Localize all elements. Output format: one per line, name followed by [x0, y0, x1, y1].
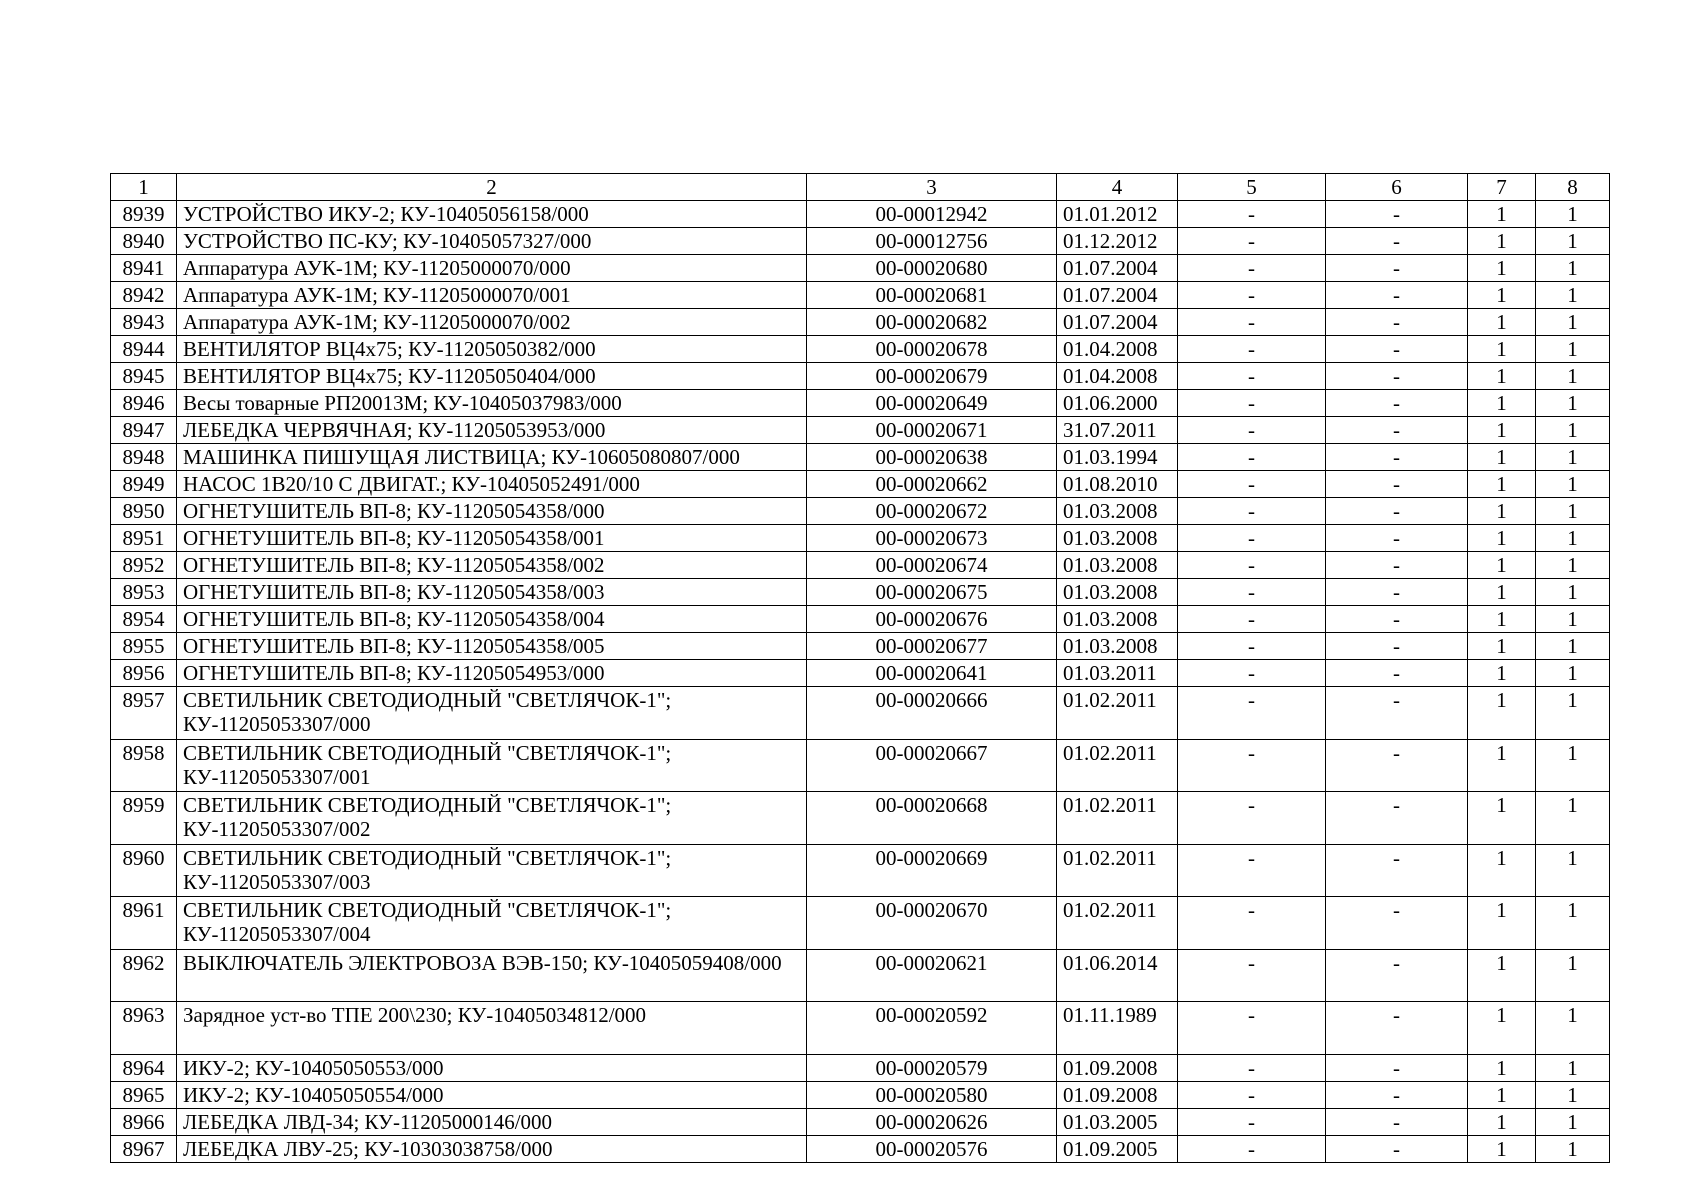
column-5-cell: - — [1178, 1002, 1326, 1055]
column-5-cell: - — [1178, 633, 1326, 660]
column-7-cell: 1 — [1468, 897, 1536, 950]
item-name-cell: ИКУ-2; КУ-10405050553/000 — [177, 1054, 807, 1081]
column-8-cell: 1 — [1536, 498, 1610, 525]
column-7-cell: 1 — [1468, 282, 1536, 309]
column-5-cell: - — [1178, 897, 1326, 950]
date-cell: 01.06.2000 — [1057, 390, 1178, 417]
column-8-cell: 1 — [1536, 1108, 1610, 1135]
column-8-cell: 1 — [1536, 606, 1610, 633]
column-8-cell: 1 — [1536, 1081, 1610, 1108]
table-body — [111, 201, 1610, 1163]
row-number-cell: 8965 — [111, 1081, 177, 1108]
column-6-cell: - — [1326, 363, 1468, 390]
item-name-cell: Весы товарные РП20013М; КУ-10405037983/000 — [177, 390, 807, 417]
column-header-5: 5 — [1178, 174, 1326, 201]
item-name-cell: Аппаратура АУК-1М; КУ-11205000070/002 — [177, 309, 807, 336]
column-5-cell: - — [1178, 282, 1326, 309]
inventory-code-cell: 00-00020576 — [807, 1135, 1057, 1162]
date-cell: 01.02.2011 — [1057, 897, 1178, 950]
column-5-cell: - — [1178, 255, 1326, 282]
column-7-cell: 1 — [1468, 498, 1536, 525]
row-number-cell: 8960 — [111, 844, 177, 897]
column-6-cell: - — [1326, 552, 1468, 579]
item-name-cell: ВЕНТИЛЯТОР ВЦ4х75; КУ-11205050404/000 — [177, 363, 807, 390]
item-name-cell: ОГНЕТУШИТЕЛЬ ВП-8; КУ-11205054358/002 — [177, 552, 807, 579]
column-6-cell: - — [1326, 792, 1468, 845]
inventory-code-cell: 00-00020680 — [807, 255, 1057, 282]
date-cell: 01.04.2008 — [1057, 363, 1178, 390]
item-name-cell: УСТРОЙСТВО ПС-КУ; КУ-10405057327/000 — [177, 228, 807, 255]
column-5-cell: - — [1178, 792, 1326, 845]
column-8-cell: 1 — [1536, 417, 1610, 444]
row-number-cell: 8951 — [111, 525, 177, 552]
item-name-cell: СВЕТИЛЬНИК СВЕТОДИОДНЫЙ "СВЕТЛЯЧОК-1"; КУ-11205053307/004 — [177, 897, 807, 950]
table-row — [111, 792, 1610, 845]
item-name-cell: ОГНЕТУШИТЕЛЬ ВП-8; КУ-11205054358/004 — [177, 606, 807, 633]
table-row — [111, 844, 1610, 897]
table-header-row — [111, 174, 1610, 201]
column-6-cell: - — [1326, 228, 1468, 255]
row-number-cell: 8956 — [111, 660, 177, 687]
column-8-cell: 1 — [1536, 390, 1610, 417]
table-row — [111, 606, 1610, 633]
date-cell: 01.02.2011 — [1057, 844, 1178, 897]
row-number-cell: 8962 — [111, 949, 177, 1002]
item-name-cell: ОГНЕТУШИТЕЛЬ ВП-8; КУ-11205054358/000 — [177, 498, 807, 525]
column-header-6: 6 — [1326, 174, 1468, 201]
column-5-cell: - — [1178, 444, 1326, 471]
column-5-cell: - — [1178, 1081, 1326, 1108]
table-row — [111, 444, 1610, 471]
column-8-cell: 1 — [1536, 633, 1610, 660]
date-cell: 01.06.2014 — [1057, 949, 1178, 1002]
column-6-cell: - — [1326, 282, 1468, 309]
item-name-cell: ОГНЕТУШИТЕЛЬ ВП-8; КУ-11205054358/001 — [177, 525, 807, 552]
column-8-cell: 1 — [1536, 282, 1610, 309]
column-7-cell: 1 — [1468, 1108, 1536, 1135]
column-7-cell: 1 — [1468, 390, 1536, 417]
inventory-code-cell: 00-00020674 — [807, 552, 1057, 579]
date-cell: 01.03.2008 — [1057, 633, 1178, 660]
date-cell: 01.02.2011 — [1057, 792, 1178, 845]
inventory-code-cell: 00-00012756 — [807, 228, 1057, 255]
table-row — [111, 949, 1610, 1002]
row-number-cell: 8946 — [111, 390, 177, 417]
inventory-code-cell: 00-00020671 — [807, 417, 1057, 444]
date-cell: 01.09.2008 — [1057, 1054, 1178, 1081]
column-6-cell: - — [1326, 255, 1468, 282]
column-6-cell: - — [1326, 417, 1468, 444]
item-name-cell: ВЫКЛЮЧАТЕЛЬ ЭЛЕКТРОВОЗА ВЭВ-150; КУ-10405059408/000 — [177, 949, 807, 1002]
row-number-cell: 8947 — [111, 417, 177, 444]
column-6-cell: - — [1326, 309, 1468, 336]
item-name-cell: ЛЕБЕДКА ЛВУ-25; КУ-10303038758/000 — [177, 1135, 807, 1162]
column-6-cell: - — [1326, 739, 1468, 792]
column-7-cell: 1 — [1468, 579, 1536, 606]
column-5-cell: - — [1178, 949, 1326, 1002]
column-7-cell: 1 — [1468, 336, 1536, 363]
item-name-cell: СВЕТИЛЬНИК СВЕТОДИОДНЫЙ "СВЕТЛЯЧОК-1"; КУ-11205053307/000 — [177, 687, 807, 740]
inventory-code-cell: 00-00020621 — [807, 949, 1057, 1002]
column-7-cell: 1 — [1468, 525, 1536, 552]
column-8-cell: 1 — [1536, 687, 1610, 740]
row-number-cell: 8967 — [111, 1135, 177, 1162]
table-row — [111, 282, 1610, 309]
column-5-cell: - — [1178, 1054, 1326, 1081]
column-6-cell: - — [1326, 606, 1468, 633]
table-row — [111, 471, 1610, 498]
inventory-code-cell: 00-00020679 — [807, 363, 1057, 390]
column-8-cell: 1 — [1536, 1135, 1610, 1162]
column-7-cell: 1 — [1468, 1135, 1536, 1162]
column-header-1: 1 — [111, 174, 177, 201]
column-header-2: 2 — [177, 174, 807, 201]
inventory-code-cell: 00-00020580 — [807, 1081, 1057, 1108]
inventory-code-cell: 00-00020592 — [807, 1002, 1057, 1055]
date-cell: 01.03.2008 — [1057, 525, 1178, 552]
column-6-cell: - — [1326, 525, 1468, 552]
column-6-cell: - — [1326, 471, 1468, 498]
inventory-code-cell: 00-00020667 — [807, 739, 1057, 792]
item-name-cell: ОГНЕТУШИТЕЛЬ ВП-8; КУ-11205054358/003 — [177, 579, 807, 606]
column-8-cell: 1 — [1536, 579, 1610, 606]
inventory-code-cell: 00-00020638 — [807, 444, 1057, 471]
column-7-cell: 1 — [1468, 228, 1536, 255]
inventory-code-cell: 00-00020682 — [807, 309, 1057, 336]
date-cell: 01.08.2010 — [1057, 471, 1178, 498]
column-5-cell: - — [1178, 739, 1326, 792]
row-number-cell: 8941 — [111, 255, 177, 282]
item-name-cell: ЛЕБЕДКА ЛВД-34; КУ-11205000146/000 — [177, 1108, 807, 1135]
column-5-cell: - — [1178, 471, 1326, 498]
column-6-cell: - — [1326, 444, 1468, 471]
column-8-cell: 1 — [1536, 660, 1610, 687]
column-7-cell: 1 — [1468, 1054, 1536, 1081]
column-6-cell: - — [1326, 1081, 1468, 1108]
column-5-cell: - — [1178, 844, 1326, 897]
column-5-cell: - — [1178, 525, 1326, 552]
item-name-cell: Зарядное уст-во ТПЕ 200\230; КУ-10405034812/000 — [177, 1002, 807, 1055]
column-7-cell: 1 — [1468, 201, 1536, 228]
inventory-code-cell: 00-00020649 — [807, 390, 1057, 417]
date-cell: 01.03.2011 — [1057, 660, 1178, 687]
row-number-cell: 8950 — [111, 498, 177, 525]
table-row — [111, 1054, 1610, 1081]
column-7-cell: 1 — [1468, 417, 1536, 444]
date-cell: 01.07.2004 — [1057, 309, 1178, 336]
column-5-cell: - — [1178, 579, 1326, 606]
column-8-cell: 1 — [1536, 444, 1610, 471]
column-5-cell: - — [1178, 1108, 1326, 1135]
table-row — [111, 336, 1610, 363]
column-5-cell: - — [1178, 687, 1326, 740]
row-number-cell: 8944 — [111, 336, 177, 363]
inventory-code-cell: 00-00020678 — [807, 336, 1057, 363]
column-7-cell: 1 — [1468, 633, 1536, 660]
column-8-cell: 1 — [1536, 525, 1610, 552]
table-row — [111, 363, 1610, 390]
date-cell: 01.03.2008 — [1057, 498, 1178, 525]
column-5-cell: - — [1178, 336, 1326, 363]
date-cell: 01.03.2005 — [1057, 1108, 1178, 1135]
table-row — [111, 739, 1610, 792]
column-header-3: 3 — [807, 174, 1057, 201]
column-7-cell: 1 — [1468, 687, 1536, 740]
date-cell: 01.03.2008 — [1057, 579, 1178, 606]
column-8-cell: 1 — [1536, 309, 1610, 336]
date-cell: 01.03.2008 — [1057, 606, 1178, 633]
column-6-cell: - — [1326, 201, 1468, 228]
column-5-cell: - — [1178, 390, 1326, 417]
column-5-cell: - — [1178, 606, 1326, 633]
column-5-cell: - — [1178, 1135, 1326, 1162]
column-5-cell: - — [1178, 552, 1326, 579]
item-name-cell: ЛЕБЕДКА ЧЕРВЯЧНАЯ; КУ-11205053953/000 — [177, 417, 807, 444]
table-row — [111, 1081, 1610, 1108]
column-8-cell: 1 — [1536, 844, 1610, 897]
column-6-cell: - — [1326, 1054, 1468, 1081]
item-name-cell: МАШИНКА ПИШУЩАЯ ЛИСТВИЦА; КУ-10605080807/000 — [177, 444, 807, 471]
row-number-cell: 8964 — [111, 1054, 177, 1081]
column-6-cell: - — [1326, 1002, 1468, 1055]
column-header-4: 4 — [1057, 174, 1178, 201]
column-8-cell: 1 — [1536, 1002, 1610, 1055]
column-8-cell: 1 — [1536, 363, 1610, 390]
item-name-cell: НАСОС 1В20/10 С ДВИГАТ.; КУ-10405052491/000 — [177, 471, 807, 498]
item-name-cell: ВЕНТИЛЯТОР ВЦ4х75; КУ-11205050382/000 — [177, 336, 807, 363]
table-row — [111, 255, 1610, 282]
inventory-code-cell: 00-00020677 — [807, 633, 1057, 660]
inventory-code-cell: 00-00020670 — [807, 897, 1057, 950]
row-number-cell: 8955 — [111, 633, 177, 660]
column-8-cell: 1 — [1536, 552, 1610, 579]
table-row — [111, 579, 1610, 606]
column-6-cell: - — [1326, 660, 1468, 687]
column-6-cell: - — [1326, 687, 1468, 740]
inventory-code-cell: 00-00020672 — [807, 498, 1057, 525]
column-8-cell: 1 — [1536, 792, 1610, 845]
row-number-cell: 8953 — [111, 579, 177, 606]
inventory-code-cell: 00-00020641 — [807, 660, 1057, 687]
table-row — [111, 660, 1610, 687]
item-name-cell: СВЕТИЛЬНИК СВЕТОДИОДНЫЙ "СВЕТЛЯЧОК-1"; КУ-11205053307/003 — [177, 844, 807, 897]
column-6-cell: - — [1326, 498, 1468, 525]
row-number-cell: 8959 — [111, 792, 177, 845]
column-7-cell: 1 — [1468, 949, 1536, 1002]
date-cell: 01.04.2008 — [1057, 336, 1178, 363]
row-number-cell: 8949 — [111, 471, 177, 498]
date-cell: 01.09.2008 — [1057, 1081, 1178, 1108]
table-row — [111, 390, 1610, 417]
column-6-cell: - — [1326, 1108, 1468, 1135]
column-6-cell: - — [1326, 897, 1468, 950]
column-8-cell: 1 — [1536, 255, 1610, 282]
column-7-cell: 1 — [1468, 660, 1536, 687]
date-cell: 01.03.1994 — [1057, 444, 1178, 471]
item-name-cell: ОГНЕТУШИТЕЛЬ ВП-8; КУ-11205054358/005 — [177, 633, 807, 660]
inventory-code-cell: 00-00020666 — [807, 687, 1057, 740]
column-7-cell: 1 — [1468, 844, 1536, 897]
row-number-cell: 8952 — [111, 552, 177, 579]
inventory-code-cell: 00-00020626 — [807, 1108, 1057, 1135]
row-number-cell: 8958 — [111, 739, 177, 792]
table-row — [111, 525, 1610, 552]
table-row — [111, 309, 1610, 336]
item-name-cell: ИКУ-2; КУ-10405050554/000 — [177, 1081, 807, 1108]
date-cell: 01.07.2004 — [1057, 255, 1178, 282]
column-5-cell: - — [1178, 228, 1326, 255]
column-7-cell: 1 — [1468, 552, 1536, 579]
row-number-cell: 8963 — [111, 1002, 177, 1055]
column-8-cell: 1 — [1536, 739, 1610, 792]
row-number-cell: 8943 — [111, 309, 177, 336]
column-7-cell: 1 — [1468, 792, 1536, 845]
date-cell: 01.11.1989 — [1057, 1002, 1178, 1055]
column-6-cell: - — [1326, 579, 1468, 606]
date-cell: 01.02.2011 — [1057, 739, 1178, 792]
column-5-cell: - — [1178, 498, 1326, 525]
table-row — [111, 633, 1610, 660]
column-header-7: 7 — [1468, 174, 1536, 201]
column-8-cell: 1 — [1536, 471, 1610, 498]
column-5-cell: - — [1178, 660, 1326, 687]
column-5-cell: - — [1178, 363, 1326, 390]
column-7-cell: 1 — [1468, 1002, 1536, 1055]
table-row — [111, 201, 1610, 228]
column-8-cell: 1 — [1536, 897, 1610, 950]
asset-registry-table — [110, 173, 1610, 1163]
inventory-code-cell: 00-00020668 — [807, 792, 1057, 845]
date-cell: 01.12.2012 — [1057, 228, 1178, 255]
row-number-cell: 8954 — [111, 606, 177, 633]
inventory-code-cell: 00-00020673 — [807, 525, 1057, 552]
column-7-cell: 1 — [1468, 309, 1536, 336]
item-name-cell: Аппаратура АУК-1М; КУ-11205000070/000 — [177, 255, 807, 282]
column-7-cell: 1 — [1468, 255, 1536, 282]
table-row — [111, 552, 1610, 579]
row-number-cell: 8957 — [111, 687, 177, 740]
table-row — [111, 498, 1610, 525]
inventory-code-cell: 00-00020675 — [807, 579, 1057, 606]
row-number-cell: 8942 — [111, 282, 177, 309]
inventory-code-cell: 00-00020662 — [807, 471, 1057, 498]
column-7-cell: 1 — [1468, 739, 1536, 792]
row-number-cell: 8961 — [111, 897, 177, 950]
date-cell: 01.07.2004 — [1057, 282, 1178, 309]
item-name-cell: СВЕТИЛЬНИК СВЕТОДИОДНЫЙ "СВЕТЛЯЧОК-1"; КУ-11205053307/002 — [177, 792, 807, 845]
inventory-code-cell: 00-00020579 — [807, 1054, 1057, 1081]
row-number-cell: 8966 — [111, 1108, 177, 1135]
table-row — [111, 897, 1610, 950]
row-number-cell: 8945 — [111, 363, 177, 390]
table-row — [111, 1002, 1610, 1055]
table-row — [111, 417, 1610, 444]
column-7-cell: 1 — [1468, 606, 1536, 633]
column-8-cell: 1 — [1536, 949, 1610, 1002]
row-number-cell: 8948 — [111, 444, 177, 471]
table-row — [111, 228, 1610, 255]
column-6-cell: - — [1326, 633, 1468, 660]
date-cell: 01.09.2005 — [1057, 1135, 1178, 1162]
inventory-code-cell: 00-00020676 — [807, 606, 1057, 633]
column-5-cell: - — [1178, 201, 1326, 228]
column-6-cell: - — [1326, 949, 1468, 1002]
column-6-cell: - — [1326, 1135, 1468, 1162]
inventory-code-cell: 00-00020681 — [807, 282, 1057, 309]
table-row — [111, 687, 1610, 740]
column-7-cell: 1 — [1468, 444, 1536, 471]
row-number-cell: 8940 — [111, 228, 177, 255]
date-cell: 01.01.2012 — [1057, 201, 1178, 228]
column-7-cell: 1 — [1468, 471, 1536, 498]
column-8-cell: 1 — [1536, 228, 1610, 255]
table-row — [111, 1135, 1610, 1162]
column-header-8: 8 — [1536, 174, 1610, 201]
table-row — [111, 1108, 1610, 1135]
date-cell: 01.03.2008 — [1057, 552, 1178, 579]
column-6-cell: - — [1326, 844, 1468, 897]
column-5-cell: - — [1178, 417, 1326, 444]
item-name-cell: Аппаратура АУК-1М; КУ-11205000070/001 — [177, 282, 807, 309]
column-8-cell: 1 — [1536, 201, 1610, 228]
column-6-cell: - — [1326, 390, 1468, 417]
column-7-cell: 1 — [1468, 363, 1536, 390]
row-number-cell: 8939 — [111, 201, 177, 228]
column-8-cell: 1 — [1536, 336, 1610, 363]
inventory-code-cell: 00-00012942 — [807, 201, 1057, 228]
column-6-cell: - — [1326, 336, 1468, 363]
item-name-cell: СВЕТИЛЬНИК СВЕТОДИОДНЫЙ "СВЕТЛЯЧОК-1"; КУ-11205053307/001 — [177, 739, 807, 792]
column-8-cell: 1 — [1536, 1054, 1610, 1081]
column-5-cell: - — [1178, 309, 1326, 336]
item-name-cell: УСТРОЙСТВО ИКУ-2; КУ-10405056158/000 — [177, 201, 807, 228]
inventory-code-cell: 00-00020669 — [807, 844, 1057, 897]
item-name-cell: ОГНЕТУШИТЕЛЬ ВП-8; КУ-11205054953/000 — [177, 660, 807, 687]
date-cell: 01.02.2011 — [1057, 687, 1178, 740]
column-7-cell: 1 — [1468, 1081, 1536, 1108]
date-cell: 31.07.2011 — [1057, 417, 1178, 444]
